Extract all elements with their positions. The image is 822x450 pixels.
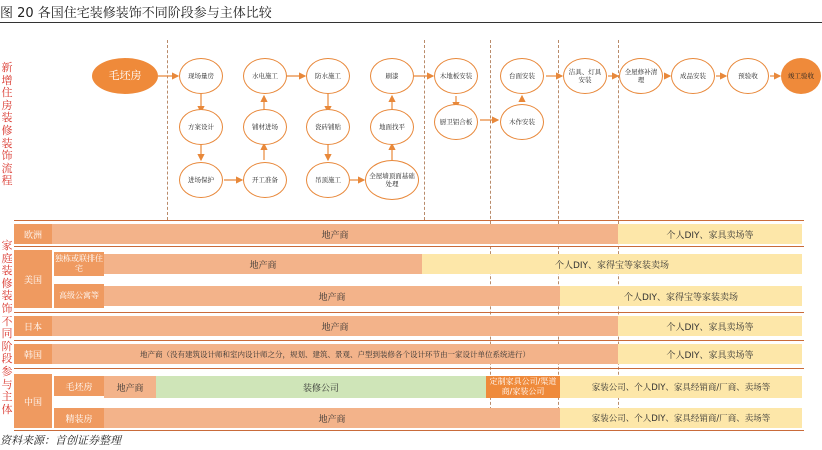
country-korea: 韩国 — [14, 344, 52, 364]
segment-developer: 地产商 — [104, 286, 560, 306]
flow-node: 刷漆 — [370, 58, 414, 94]
side-label-flow: 新增住房装修装饰流程 — [1, 61, 13, 188]
flow-node: 地面找平 — [370, 109, 414, 145]
segment-developer: 地产商 — [104, 254, 422, 274]
subtype-apartment: 高级公寓等 — [54, 284, 104, 308]
row-separator — [14, 246, 804, 247]
segment-diy: 家装公司、个人DIY、家具经销商/厂商、卖场等 — [560, 408, 802, 428]
flow-node: 全屋修补清理 — [619, 58, 663, 94]
flow-node: 防水施工 — [306, 58, 350, 94]
flow-node: 木地板安装 — [434, 58, 478, 94]
participant-bar-china-finished — [104, 408, 802, 428]
flow-node: 全屋墙顶面基础处理 — [365, 160, 419, 200]
side-label-participants: 家庭装修装饰不同阶段参与主体 — [1, 239, 13, 416]
flow-node: 水电施工 — [243, 58, 287, 94]
segment-diy: 个人DIY、家具卖场等 — [618, 224, 802, 244]
participant-bar-china-rough — [104, 376, 802, 398]
flow-node: 铺材进场 — [243, 109, 287, 145]
participant-bar-japan — [52, 316, 802, 336]
country-china: 中国 — [14, 374, 52, 428]
flow-node-start: 毛坯房 — [92, 58, 158, 94]
segment-custom-furniture: 定制家具公司/渠道商/家装公司 — [486, 376, 560, 398]
flow-node: 成品安装 — [671, 58, 715, 94]
row-separator — [14, 368, 804, 369]
segment-developer: 地产商 — [104, 376, 156, 398]
country-europe: 欧洲 — [14, 224, 52, 244]
figure-title: 图 20 各国住宅装修装饰不同阶段参与主体比较 — [0, 6, 272, 21]
flow-node: 现场量房 — [179, 58, 223, 94]
segment-developer: 地产商 — [104, 408, 560, 428]
flow-node: 预验收 — [727, 58, 769, 94]
country-usa: 美国 — [14, 250, 52, 308]
subtype-single-family: 独栋或联排住宅 — [54, 252, 104, 276]
segment-decoration-company: 装修公司 — [156, 376, 486, 398]
participant-bar-europe — [52, 224, 802, 244]
segment-diy: 个人DIY、家得宝等家装卖场 — [560, 286, 802, 306]
participant-bar-usa-apartment — [104, 286, 802, 306]
flow-node: 开工准备 — [243, 162, 287, 198]
participant-bar-korea — [52, 344, 802, 364]
segment-diy: 个人DIY、家具卖场等 — [618, 344, 802, 364]
flow-node: 洁具、灯具安装 — [563, 58, 607, 94]
segment-developer: 地产商（没有建筑设计师和室内设计师之分，规划、建筑、景观、户型到装修各个设计环节由一家设计单位系统进行） — [52, 344, 618, 364]
subtype-finished-house: 精装房 — [54, 408, 104, 428]
flow-node: 进场保护 — [179, 162, 223, 198]
row-separator — [14, 220, 804, 221]
flow-node-end: 竣工验收 — [781, 58, 821, 94]
subtype-rough-house: 毛坯房 — [54, 376, 104, 396]
segment-diy: 家装公司、个人DIY、家具经销商/厂商、卖场等 — [560, 376, 802, 398]
row-separator — [14, 340, 804, 341]
segment-developer: 地产商 — [52, 224, 618, 244]
row-separator — [14, 430, 804, 431]
flow-node: 吊顶施工 — [306, 162, 350, 198]
segment-diy: 个人DIY、家得宝等家装卖场 — [422, 254, 802, 274]
participant-bar-usa-single — [104, 254, 802, 274]
country-japan: 日本 — [14, 316, 52, 336]
figure-source: 资料来源：首创证券整理 — [0, 434, 121, 447]
segment-diy: 个人DIY、家具卖场等 — [618, 316, 802, 336]
flow-node: 厨卫铝合板 — [434, 104, 478, 140]
flow-node: 台面安装 — [500, 58, 544, 94]
flow-node: 瓷砖铺贴 — [306, 109, 350, 145]
segment-developer: 地产商 — [52, 316, 618, 336]
flow-node: 木作安装 — [500, 104, 544, 140]
flow-node: 方案设计 — [179, 109, 223, 145]
row-separator — [14, 312, 804, 313]
